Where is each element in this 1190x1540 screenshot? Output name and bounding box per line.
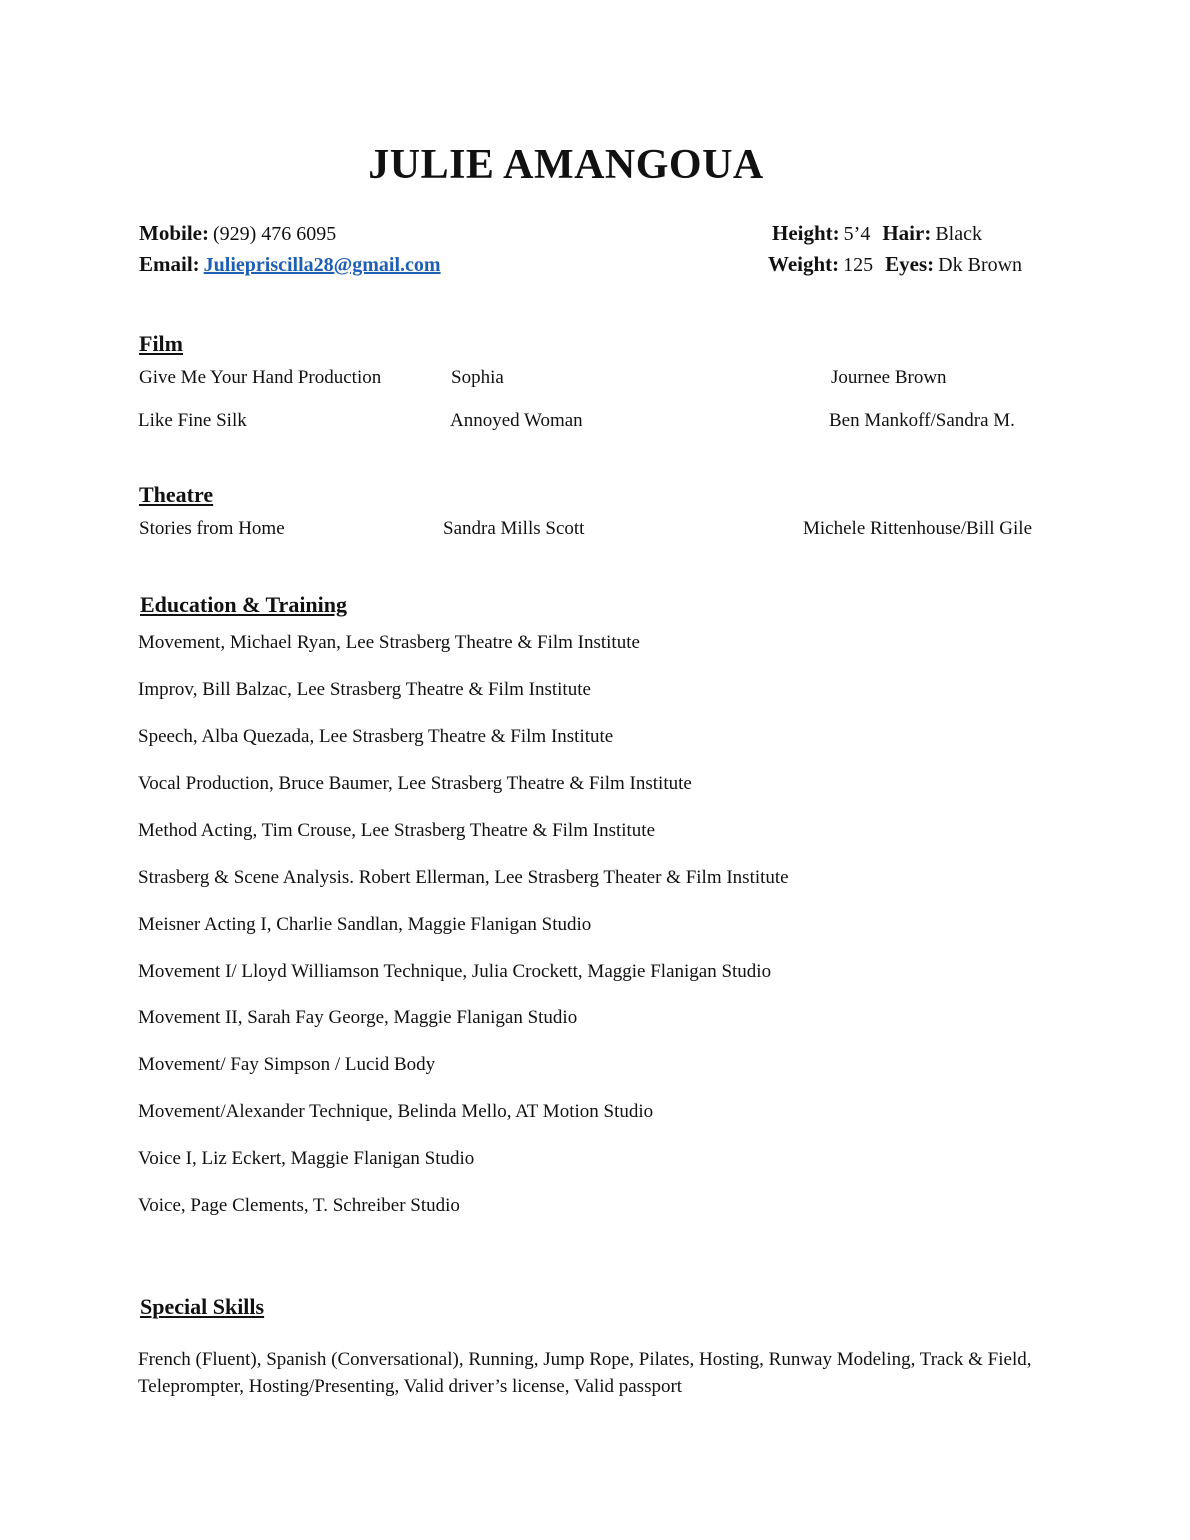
height-label: Height:: [772, 221, 840, 245]
education-item: Movement/ Fay Simpson / Lucid Body: [138, 1054, 436, 1075]
education-item: Movement/Alexander Technique, Belinda Mello, AT Motion Studio: [138, 1101, 654, 1122]
skills-heading: Special Skills: [140, 1294, 265, 1319]
height-value: 5’4: [843, 223, 871, 245]
film-director: Journee Brown: [831, 367, 947, 388]
mobile-label: Mobile:: [139, 221, 209, 245]
education-item: Movement I/ Lloyd Williamson Technique, Julia Crockett, Maggie Flanigan Studio: [138, 961, 772, 982]
weight-eyes-line: [768, 252, 1022, 277]
email-link[interactable]: Juliepriscilla28@gmail.com: [203, 254, 441, 276]
skills-text: French (Fluent), Spanish (Conversational), Running, Jump Rope, Pilates, Hosting, Runway Modeling, Track & Field, Teleprompter, Hosting/Presenting, Valid driver’s license, Valid passport: [138, 1349, 1032, 1397]
eyes-label: Eyes:: [885, 252, 935, 276]
theatre-role: Sandra Mills Scott: [443, 518, 585, 539]
education-item: Movement, Michael Ryan, Lee Strasberg Theatre & Film Institute: [138, 632, 640, 653]
email-label: Email:: [139, 252, 200, 276]
education-item: Strasberg & Scene Analysis. Robert Ellerman, Lee Strasberg Theater & Film Institute: [138, 867, 789, 888]
film-project: Give Me Your Hand Production: [139, 367, 382, 388]
education-item: Movement II, Sarah Fay George, Maggie Flanigan Studio: [138, 1007, 578, 1028]
education-item: Voice, Page Clements, T. Schreiber Studio: [138, 1195, 460, 1216]
film-project: Like Fine Silk: [138, 410, 247, 431]
education-item: Improv, Bill Balzac, Lee Strasberg Theatre & Film Institute: [138, 679, 591, 700]
eyes-value: Dk Brown: [938, 254, 1023, 276]
film-heading: Film: [139, 331, 183, 356]
film-director: Ben Mankoff/Sandra M.: [829, 410, 1015, 431]
weight-value: 125: [843, 254, 874, 276]
film-role: Annoyed Woman: [450, 410, 583, 431]
education-item: Method Acting, Tim Crouse, Lee Strasberg Theatre & Film Institute: [138, 820, 656, 841]
height-hair-line: [772, 221, 982, 246]
education-item: Vocal Production, Bruce Baumer, Lee Strasberg Theatre & Film Institute: [138, 773, 692, 794]
weight-label: Weight:: [768, 252, 840, 276]
education-heading: Education & Training: [140, 592, 348, 617]
education-item: Speech, Alba Quezada, Lee Strasberg Theatre & Film Institute: [138, 726, 614, 747]
mobile-value: (929) 476 6095: [212, 223, 337, 245]
resume-name: JULIE AMANGOUA: [368, 142, 764, 188]
education-item: Voice I, Liz Eckert, Maggie Flanigan Studio: [138, 1148, 475, 1169]
education-item: Meisner Acting I, Charlie Sandlan, Maggie Flanigan Studio: [138, 914, 592, 935]
theatre-project: Stories from Home: [139, 518, 285, 539]
hair-value: Black: [935, 223, 982, 245]
hair-label: Hair:: [882, 221, 932, 245]
theatre-heading: Theatre: [139, 482, 214, 507]
film-role: Sophia: [451, 367, 504, 388]
theatre-director: Michele Rittenhouse/Bill Gile: [803, 518, 1033, 539]
mobile-line: [139, 221, 336, 246]
email-line: [139, 252, 441, 277]
